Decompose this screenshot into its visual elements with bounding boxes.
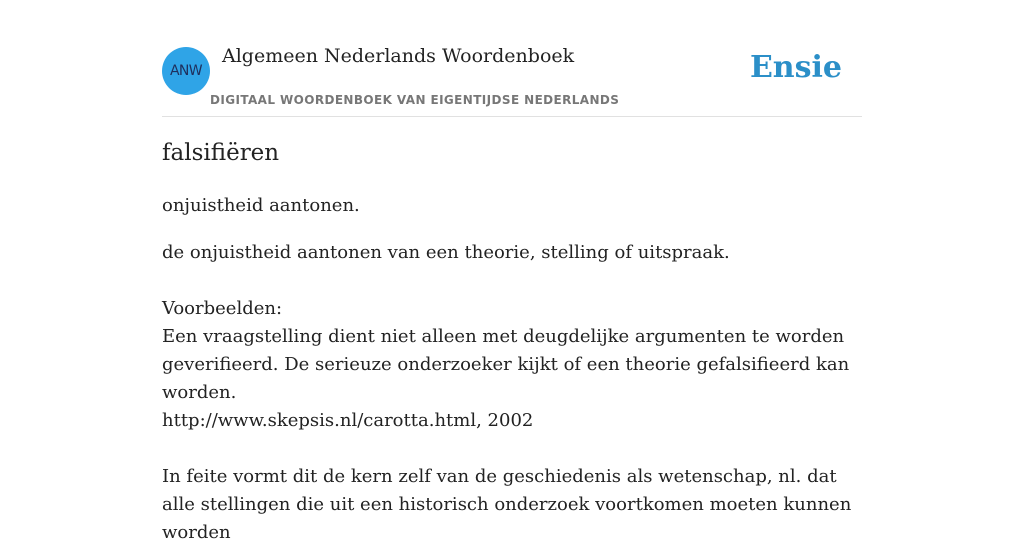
example-text: In feite vormt dit de kern zelf van de geschiedenis als wetenschap, nl. dat alle stellingen die uit een historisch onderzoek voortkomen moeten kunnen worden <box>162 466 852 543</box>
entry-body <box>162 239 862 547</box>
example-source-link[interactable]: http://www.skepsis.nl/carotta.html, 2002 <box>162 410 534 431</box>
site-header <box>162 0 862 117</box>
spacer <box>162 267 862 295</box>
short-definition: onjuistheid aantonen. <box>162 195 360 216</box>
spacer <box>162 435 862 463</box>
example-text: Een vraagstelling dient niet alleen met deugdelijke argumenten te worden geverifieerd. De serieuze onderzoeker kijkt of een theorie gefalsifieerd kan worden. <box>162 326 850 403</box>
examples-label: Voorbeelden: <box>162 298 283 319</box>
site-title[interactable]: Algemeen Nederlands Woordenboek <box>222 45 575 67</box>
ensie-logo-link[interactable]: Ensie <box>749 50 842 85</box>
long-definition: de onjuistheid aantonen van een theorie, stelling of uitspraak. <box>162 242 730 263</box>
main-content <box>162 0 862 543</box>
entry-headword: falsifiëren <box>162 140 280 166</box>
site-subtitle: DIGITAAL WOORDENBOEK VAN EIGENTIJDSE NEDERLANDS <box>210 93 620 107</box>
anw-logo[interactable]: ANW <box>162 47 210 95</box>
